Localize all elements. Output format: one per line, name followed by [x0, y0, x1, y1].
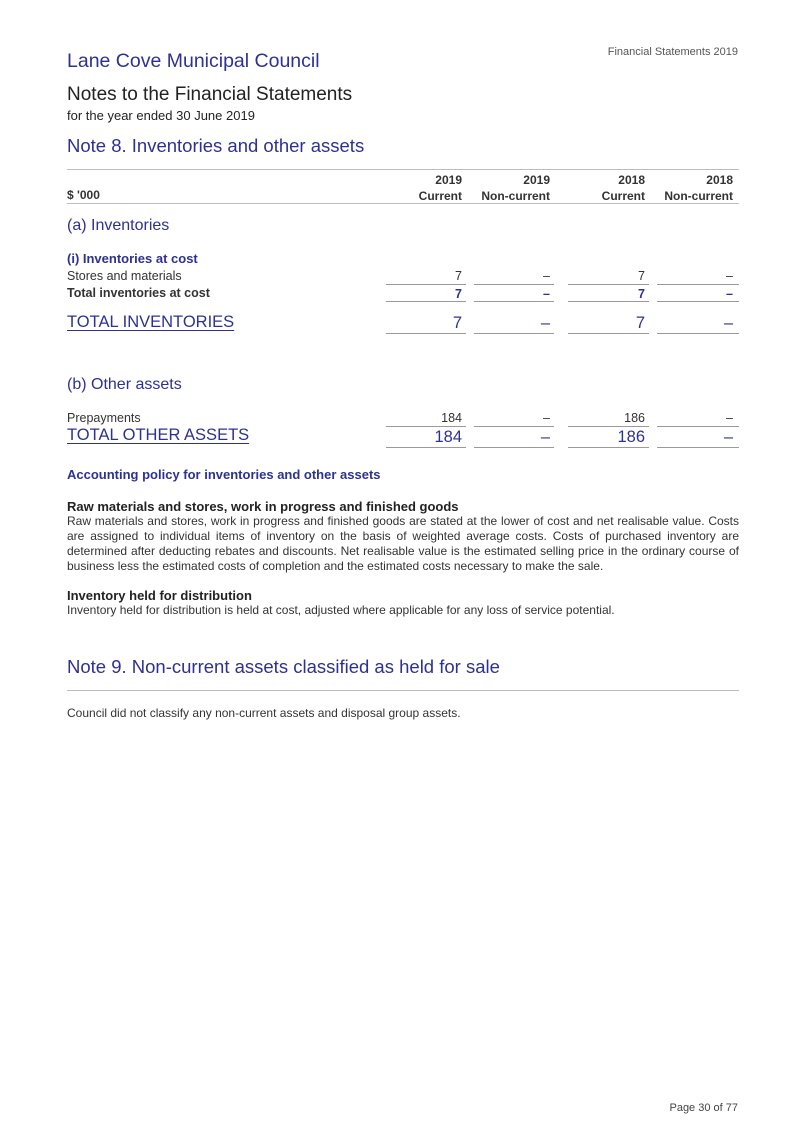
cell-underline [386, 301, 466, 302]
inventories-at-cost-subheading: (i) Inventories at cost [67, 251, 198, 266]
other-assets-heading: (b) Other assets [67, 376, 182, 393]
table-cell: – [543, 269, 550, 283]
cell-underline [657, 426, 739, 427]
cell-underline [386, 447, 466, 448]
inventory-distribution-paragraph: Inventory held for distribution is held at cost, adjusted where applicable for any loss of service potential. [67, 603, 615, 617]
reporting-period: for the year ended 30 June 2019 [67, 108, 255, 123]
inventory-distribution-heading: Inventory held for distribution [67, 588, 252, 603]
document-section-label: Financial Statements 2019 [607, 46, 738, 58]
table-cell: 7 [452, 314, 462, 332]
cell-underline [474, 426, 554, 427]
cell-underline [386, 284, 466, 285]
total-inventories-label: TOTAL INVENTORIES [67, 313, 235, 331]
accounting-policy-heading: Accounting policy for inventories and other assets [67, 467, 381, 482]
table-cell: 7 [455, 269, 462, 283]
table-unit-label: $ '000 [67, 188, 100, 202]
table-cell: 186 [624, 411, 645, 425]
table-cell: – [726, 287, 733, 301]
row-label-prepayments: Prepayments [67, 411, 141, 425]
cell-underline [568, 301, 649, 302]
cell-underline [568, 284, 649, 285]
raw-materials-paragraph: Raw materials and stores, work in progress and finished goods are stated at the lower of cost and net realisable value. Costs are assigned to individual items of inventory on the basis of weighted average costs. Costs of purchased inventory are determined after deducting rebates and discounts. Net realisable value is the estimated selling price in the ordinary course of business less the estimated costs of completion and the estimated costs necessary to make the sale. [67, 514, 739, 573]
inventories-heading: (a) Inventories [67, 217, 170, 234]
column-header-2018-current: 2018 Current [601, 173, 645, 203]
cell-underline [568, 447, 649, 448]
cell-underline [386, 333, 466, 334]
table-cell: 7 [638, 269, 645, 283]
table-cell: 184 [441, 411, 462, 425]
cell-underline [474, 447, 554, 448]
table-cell: 186 [617, 428, 645, 446]
table-cell: – [543, 411, 550, 425]
table-cell: – [723, 428, 733, 446]
table-cell: – [723, 314, 733, 332]
column-header-2019-current: 2019 Current [418, 173, 462, 203]
cell-underline [657, 333, 739, 334]
table-cell: – [543, 287, 550, 301]
council-name: Lane Cove Municipal Council [67, 50, 320, 72]
table-cell: 7 [638, 287, 645, 301]
column-header-2019-noncurrent: 2019 Non-current [481, 173, 550, 203]
cell-underline [474, 333, 554, 334]
note9-text: Council did not classify any non-current assets and disposal group assets. [67, 706, 461, 720]
column-header-2018-noncurrent: 2018 Non-current [664, 173, 733, 203]
table-cell: – [726, 411, 733, 425]
cell-underline [568, 426, 649, 427]
row-label-total-inventories-at-cost: Total inventories at cost [67, 286, 210, 300]
table-cell: – [540, 428, 550, 446]
table-cell: 7 [455, 287, 462, 301]
table-cell: 184 [434, 428, 462, 446]
cell-underline [657, 301, 739, 302]
table-cell: 7 [635, 314, 645, 332]
note9-title: Note 9. Non-current assets classified as held for sale [67, 656, 500, 677]
table-cell: – [540, 314, 550, 332]
row-label-stores: Stores and materials [67, 269, 182, 283]
cell-underline [386, 426, 466, 427]
cell-underline [474, 301, 554, 302]
total-other-assets-label: TOTAL OTHER ASSETS [67, 426, 250, 444]
divider [67, 169, 739, 170]
cell-underline [474, 284, 554, 285]
cell-underline [657, 284, 739, 285]
note8-title: Note 8. Inventories and other assets [67, 135, 365, 156]
page-title: Notes to the Financial Statements [67, 84, 353, 105]
cell-underline [568, 333, 649, 334]
page-number: Page 30 of 77 [669, 1102, 738, 1114]
table-cell: – [726, 269, 733, 283]
raw-materials-heading: Raw materials and stores, work in progress and finished goods [67, 499, 459, 514]
table-header-divider [67, 203, 739, 204]
divider [67, 690, 739, 691]
cell-underline [657, 447, 739, 448]
